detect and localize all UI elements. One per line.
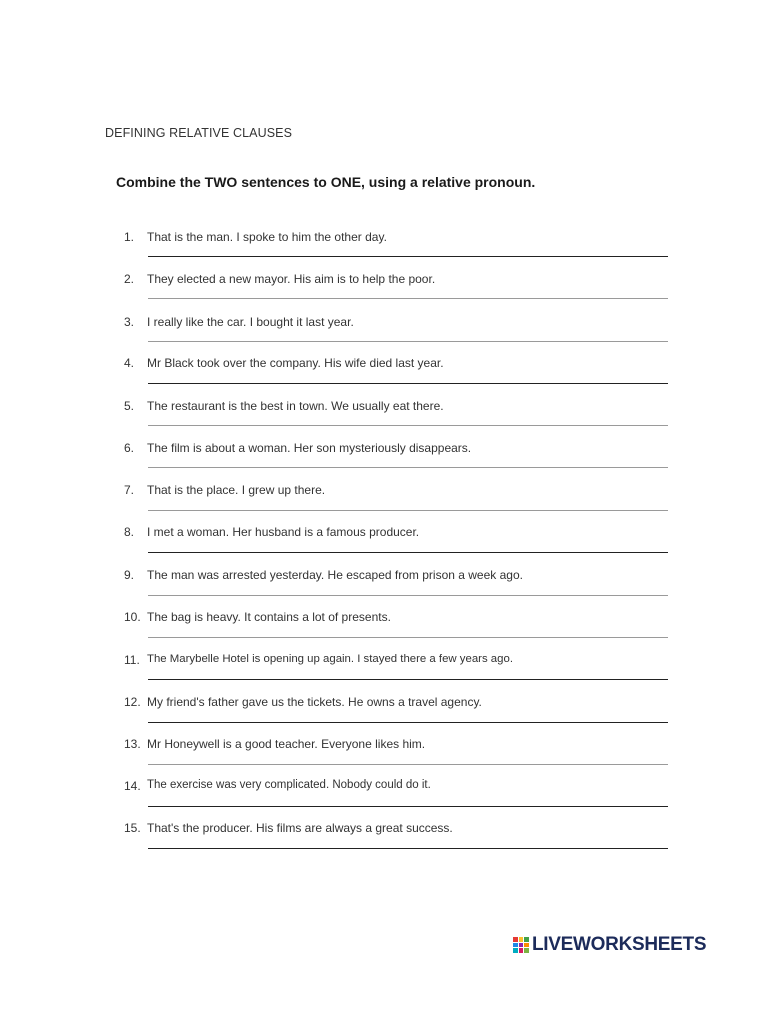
item-sentence: I really like the car. I bought it last year. bbox=[147, 315, 354, 329]
liveworksheets-logo[interactable] bbox=[513, 934, 706, 956]
brand-name: LIVEWORKSHEETS bbox=[532, 934, 707, 955]
answer-line[interactable] bbox=[148, 425, 668, 426]
item-number: 5. bbox=[124, 399, 135, 413]
exercise-item-13 bbox=[0, 737, 768, 779]
answer-line[interactable] bbox=[148, 722, 668, 723]
item-number: 6. bbox=[124, 441, 135, 455]
item-sentence: The exercise was very complicated. Nobody could do it. bbox=[147, 779, 431, 791]
item-number: 8. bbox=[124, 525, 135, 539]
item-sentence: That is the man. I spoke to him the other day. bbox=[147, 230, 387, 244]
item-number: 9. bbox=[124, 568, 135, 582]
item-number: 14. bbox=[124, 779, 141, 793]
item-sentence: Mr Black took over the company. His wife died last year. bbox=[147, 356, 444, 370]
item-sentence: The film is about a woman. Her son mysteriously disappears. bbox=[147, 441, 472, 455]
answer-line[interactable] bbox=[148, 298, 668, 299]
exercise-item-6 bbox=[0, 441, 768, 483]
item-number: 3. bbox=[124, 315, 135, 329]
exercise-item-3 bbox=[0, 315, 768, 357]
answer-line[interactable] bbox=[148, 256, 668, 257]
item-sentence: The restaurant is the best in town. We usually eat there. bbox=[147, 399, 444, 413]
exercise-item-14 bbox=[0, 779, 768, 821]
item-sentence: The bag is heavy. It contains a lot of presents. bbox=[147, 610, 391, 624]
item-sentence: The man was arrested yesterday. He escaped from prison a week ago. bbox=[147, 568, 523, 582]
answer-line[interactable] bbox=[148, 848, 668, 849]
item-number: 10. bbox=[124, 610, 141, 624]
answer-line[interactable] bbox=[148, 637, 668, 638]
answer-line[interactable] bbox=[148, 595, 668, 596]
liveworksheets-logo-icon bbox=[513, 937, 529, 953]
item-number: 12. bbox=[124, 695, 141, 709]
exercise-item-5 bbox=[0, 399, 768, 441]
item-number: 7. bbox=[124, 483, 135, 497]
item-sentence: That is the place. I grew up there. bbox=[147, 483, 326, 497]
exercise-item-12 bbox=[0, 695, 768, 737]
item-sentence: They elected a new mayor. His aim is to help the poor. bbox=[147, 272, 436, 286]
answer-line[interactable] bbox=[148, 510, 668, 511]
worksheet-title: DEFINING RELATIVE CLAUSES bbox=[105, 126, 293, 140]
answer-line[interactable] bbox=[148, 679, 668, 680]
exercise-item-8 bbox=[0, 525, 768, 567]
item-sentence: I met a woman. Her husband is a famous producer. bbox=[147, 525, 420, 539]
exercise-item-2 bbox=[0, 272, 768, 314]
exercise-item-1 bbox=[0, 230, 768, 272]
item-sentence: The Marybelle Hotel is opening up again. I stayed there a few years ago. bbox=[147, 653, 513, 665]
answer-line[interactable] bbox=[148, 383, 668, 384]
item-number: 1. bbox=[124, 230, 135, 244]
exercise-item-10 bbox=[0, 610, 768, 652]
answer-line[interactable] bbox=[148, 764, 668, 765]
exercise-item-11 bbox=[0, 653, 768, 695]
instruction-text: Combine the TWO sentences to ONE, using a relative pronoun. bbox=[116, 174, 536, 190]
item-number: 15. bbox=[124, 821, 141, 835]
exercise-item-7 bbox=[0, 483, 768, 525]
exercise-item-4 bbox=[0, 356, 768, 398]
answer-line[interactable] bbox=[148, 467, 668, 468]
exercise-item-9 bbox=[0, 568, 768, 610]
item-number: 13. bbox=[124, 737, 141, 751]
answer-line[interactable] bbox=[148, 341, 668, 342]
exercise-item-15 bbox=[0, 821, 768, 863]
item-number: 2. bbox=[124, 272, 135, 286]
item-sentence: That's the producer. His films are always a great success. bbox=[147, 821, 453, 835]
item-number: 11. bbox=[124, 653, 140, 667]
item-number: 4. bbox=[124, 356, 135, 370]
item-sentence: Mr Honeywell is a good teacher. Everyone likes him. bbox=[147, 737, 426, 751]
answer-line[interactable] bbox=[148, 806, 668, 807]
item-sentence: My friend's father gave us the tickets. He owns a travel agency. bbox=[147, 695, 482, 709]
answer-line[interactable] bbox=[148, 552, 668, 553]
